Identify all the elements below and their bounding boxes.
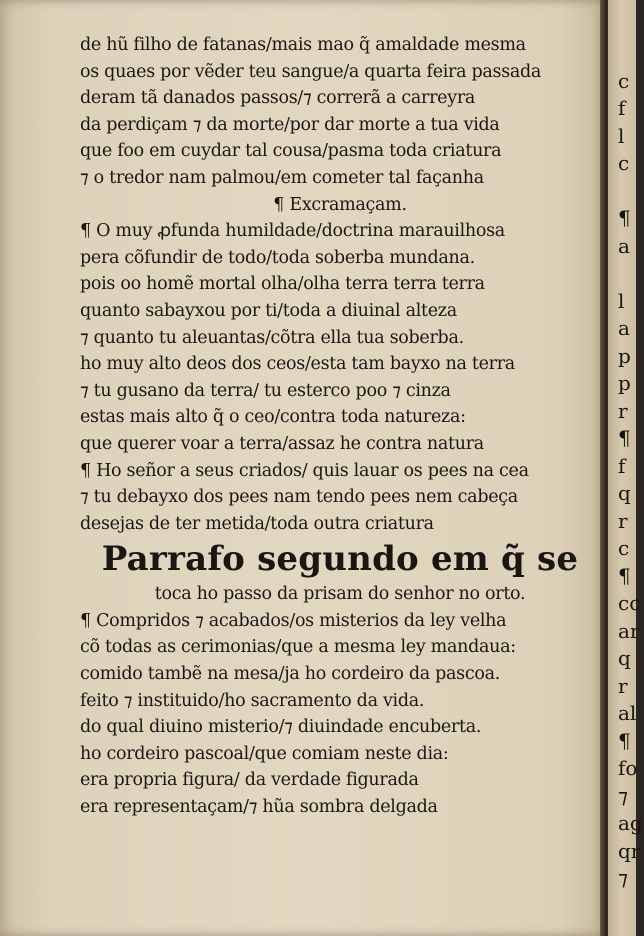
text-line: da perdiçam ⁊ da morte/por dar morte a tua vida: [80, 114, 500, 135]
text-line: de hũ filho de fatanas/mais mao q̃ amaldade mesma: [80, 35, 526, 55]
text-line: ho muy alto deos dos ceos/esta tam bayxo na terra: [80, 354, 515, 375]
text-line: ¶ Ho señor a seus criados/ quis lauar os pees na cea: [80, 460, 529, 481]
adjacent-page-fragment: al: [618, 701, 637, 725]
adjacent-page-fragment: c: [618, 536, 630, 560]
adjacent-page-fragment: ¶: [618, 426, 631, 450]
section-heading: Parrafo segundo em q̃ se: [101, 539, 579, 580]
adjacent-page-fragment: a: [618, 233, 630, 258]
adjacent-page-fragment: c: [618, 68, 630, 93]
text-line: ¶ O muy ꝓfunda humildade/doctrina marauilhosa: [80, 221, 505, 242]
adjacent-page-fragment: r: [618, 508, 628, 533]
adjacent-page-fragment: f: [618, 96, 626, 120]
text-line: estas mais alto q̃ o ceo/contra toda natureza:: [80, 407, 466, 428]
adjacent-page-fragment: ¶: [618, 563, 631, 588]
text-line: pois oo homẽ mortal olha/olha terra terra terra: [80, 274, 485, 295]
text-line: comido tambẽ na mesa/ja ho cordeiro da pascoa.: [80, 664, 501, 685]
text-line: do qual diuino misterio/⁊ diuindade encuberta.: [80, 717, 482, 738]
adjacent-page-edge: [608, 0, 643, 936]
text-line: era propria figura/ da verdade figurada: [80, 770, 419, 791]
adjacent-page-fragment: ag: [618, 811, 643, 835]
adjacent-page-fragment: qr: [618, 838, 641, 863]
text-line: ¶ Compridos ⁊ acabados/os misterios da ley velha: [80, 610, 507, 631]
text-line: ⁊ o tredor nam palmou/em cometer tal façanha: [80, 167, 484, 188]
adjacent-page-fragment: q: [618, 481, 631, 505]
adjacent-page-fragment: ⁊: [618, 866, 628, 890]
adjacent-page-fragment: r: [618, 673, 628, 698]
text-line: feito ⁊ instituido/ho sacramento da vida.: [80, 690, 425, 711]
adjacent-page-fragment: p: [618, 371, 631, 395]
adjacent-page-fragment: fo: [618, 756, 638, 780]
adjacent-page-fragment: c: [618, 151, 630, 175]
adjacent-page-fragment: l: [618, 288, 625, 313]
text-line: que querer voar a terra/assaz he contra natura: [80, 433, 484, 454]
adjacent-page-fragment: l: [618, 123, 625, 148]
text-line: desejas de ter metida/toda outra criatura: [80, 513, 434, 534]
adjacent-page-fragment: ⁊: [618, 783, 628, 808]
adjacent-page-fragment: p: [618, 343, 631, 368]
adjacent-page-fragment: a: [618, 316, 630, 340]
text-line: quanto sabayxou por ti/toda a diuinal alteza: [80, 300, 457, 321]
text-line: era representaçam/⁊ hũa sombra delgada: [80, 797, 438, 818]
adjacent-page-fragment: cc: [618, 591, 641, 615]
text-line: cõ todas as cerimonias/que a mesma ley mandaua:: [80, 637, 516, 658]
adjacent-page-fragment: f: [618, 453, 626, 478]
adjacent-page-fragment: ar: [618, 618, 640, 643]
text-line: pera cõfundir de todo/toda soberba mundana.: [80, 247, 475, 268]
text-line: ⁊ quanto tu aleuantas/cõtra ella tua soberba.: [80, 327, 464, 348]
text-line: ⁊ tu debayxo dos pees nam tendo pees nem cabeça: [80, 487, 518, 508]
adjacent-page-fragment: ¶: [618, 206, 631, 230]
text-line: deram tã danados passos/⁊ correrã a carreyra: [80, 88, 476, 109]
page-text: [80, 32, 600, 821]
text-line: os quaes por vẽder teu sangue/a quarta feira passada: [80, 61, 542, 82]
adjacent-page-fragment: r: [618, 398, 628, 423]
text-line: ⁊ tu gusano da terra/ tu esterco poo ⁊ cinza: [80, 380, 451, 401]
adjacent-page-fragment: ¶: [618, 728, 631, 753]
exclamation-heading: ¶ Excramaçam.: [273, 194, 407, 215]
section-subheading: toca ho passo da prisam do senhor no orto.: [154, 584, 526, 605]
text-line: que foo em cuydar tal cousa/pasma toda criatura: [80, 141, 502, 162]
adjacent-page-fragment: q: [618, 646, 631, 670]
text-line: ho cordeiro pascoal/que comiam neste dia:: [80, 743, 449, 764]
